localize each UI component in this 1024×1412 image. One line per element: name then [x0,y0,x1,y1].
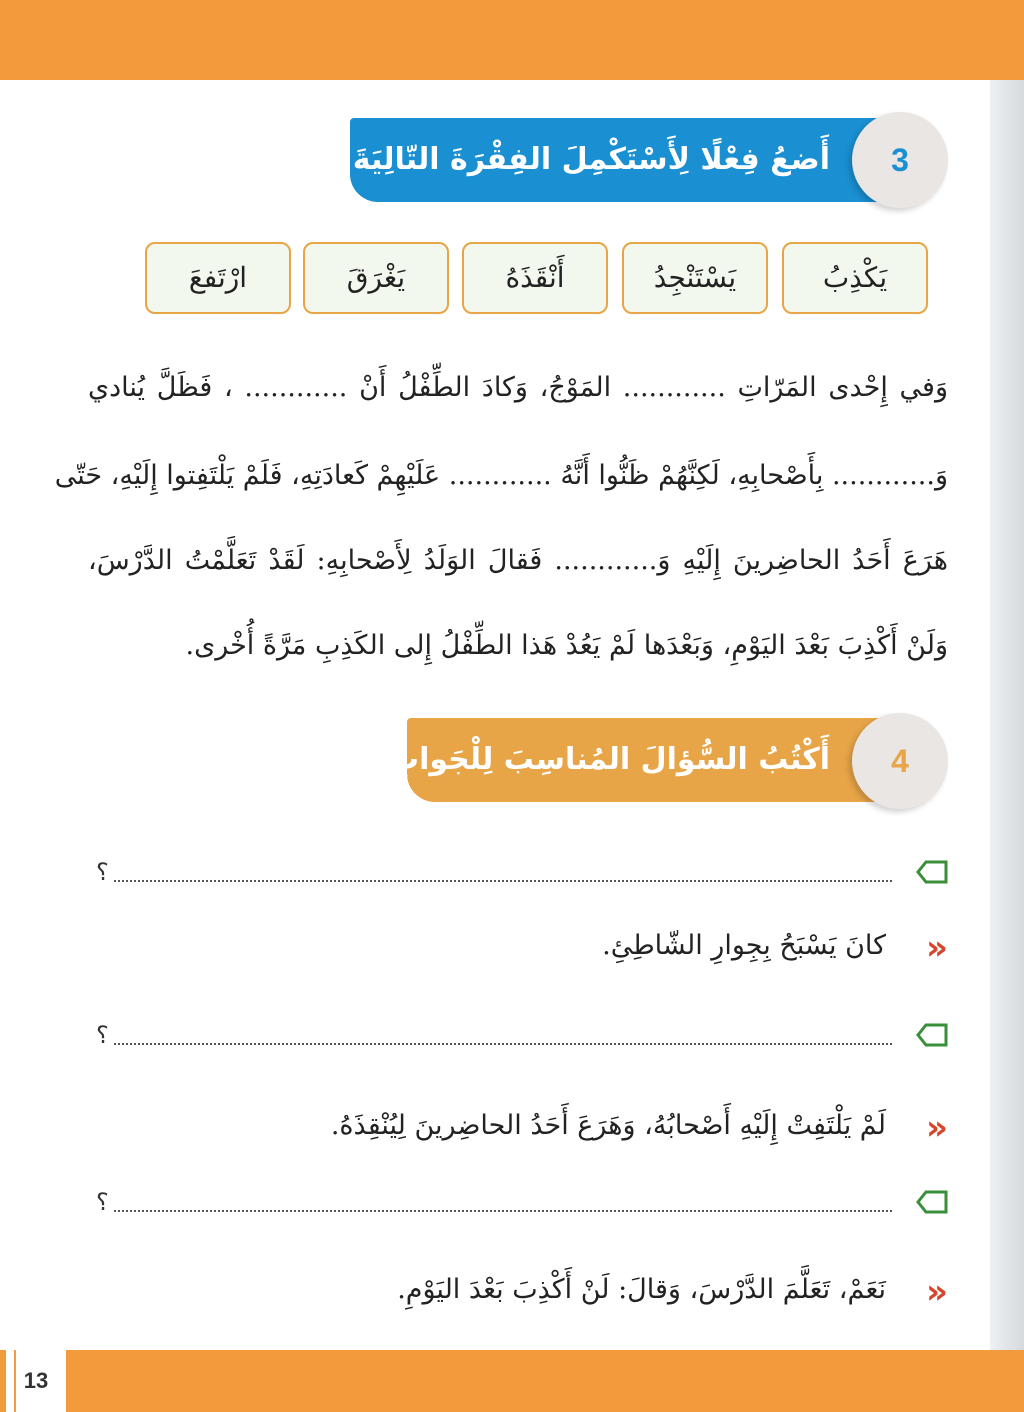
question-writing-line[interactable] [96,1015,948,1055]
arrow-tag-icon [916,860,948,884]
word-bank-item: يَسْتَنْجِدُ [622,242,768,314]
answer-text: نَعَمْ، تَعَلَّمَ الدَّرْسَ، وَقالَ: لَنْ أَكْذِبَ بَعْدَ اليَوْمِ. [397,1274,886,1305]
word-bank-item: ارْتَفعَ [145,242,291,314]
answer-item [88,922,948,970]
question-mark: ؟ [96,858,109,886]
question-writing-line[interactable] [96,1182,948,1222]
word-bank-item: أَنْقَذَهُ [462,242,608,314]
question-writing-line[interactable] [96,852,948,892]
exercise-3-number-badge: 3 [852,112,948,208]
top-decorative-bar [0,0,1024,80]
word-bank-item: يَكْذِبُ [782,242,928,314]
answer-text: لَمْ يَلْتَفِتْ إِلَيْهِ أَصْحابُهُ، وَهَرَعَ أَحَدُ الحاضِرينَ لِيُنْقِذَهُ. [330,1110,886,1141]
page-edge-strip [990,80,1024,1350]
paragraph-line: هَرَعَ أَحَدُ الحاضِرينَ إِلَيْهِ وَ............ فَقالَ الوَلَدُ لِأَصْحابِهِ: لَقَدْ تَعَلَّمْتُ الدَّرْسَ، [88,545,948,576]
exercise-3-banner [340,118,890,202]
word-bank-item: يَغْرَقَ [303,242,449,314]
exercise-4-banner [388,718,890,802]
double-chevron-icon: « [926,928,948,968]
answer-item [88,1266,948,1314]
arrow-tag-icon [916,1190,948,1214]
double-chevron-icon: « [926,1108,948,1148]
exercise-4-title: أَكْتُبُ السُّؤالَ المُناسِبَ لِلْجَوابِ [388,742,830,777]
double-chevron-icon: « [926,1272,948,1312]
page-number-box [0,1350,66,1412]
page-number: 13 [23,1368,49,1393]
question-mark: ؟ [96,1188,109,1216]
bottom-decorative-bar [0,1350,1024,1412]
exercise-4-number-badge: 4 [852,713,948,809]
exercise-3-title: أَضعُ فِعْلًا لِأَسْتَكْمِلَ الفِقْرَةَ التّالِيَةَ: [340,142,830,177]
paragraph-line: وَفي إِحْدى المَرّاتِ ............ المَوْجُ، وَكادَ الطِّفْلُ أَنْ ............ ، فَظَلَّ يُنادي [88,372,948,403]
paragraph-line: وَ............ بِأَصْحابِهِ، لَكِنَّهُمْ ظَنُّوا أَنَّهُ ............ عَلَيْهِمْ كَعادَتِهِ، فَلَمْ يَلْتَفِتوا إِلَيْهِ، حَتّى [54,460,948,491]
answer-item [88,1102,948,1150]
paragraph-line: وَلَنْ أَكْذِبَ بَعْدَ اليَوْمِ، وَبَعْدَها لَمْ يَعُدْ هَذا الطِّفْلُ إِلى الكَذِبِ مَرَّةً أُخْرى. [185,630,948,661]
arrow-tag-icon [916,1023,948,1047]
answer-text: كانَ يَسْبَحُ بِجِوارِ الشّاطِئِ. [602,930,886,961]
question-mark: ؟ [96,1021,109,1049]
